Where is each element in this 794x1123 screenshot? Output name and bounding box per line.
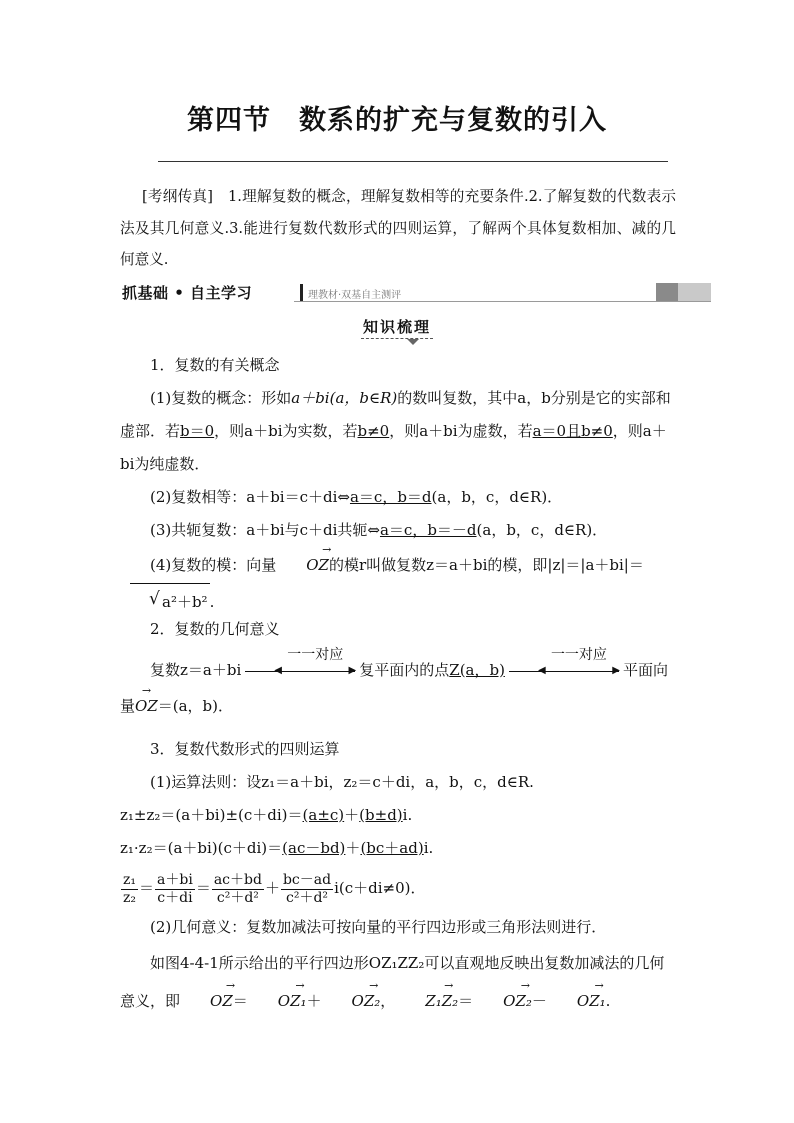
s1-concept [120, 382, 676, 481]
s1-heading: 1．复数的有关概念 [150, 356, 280, 374]
answer-blank: Z(a，b) [449, 661, 505, 679]
text: (a，b，c，d∈R)． [431, 488, 563, 506]
text: z₁·z₂＝(a＋bi)(c＋di)＝ [120, 839, 283, 857]
arrow-left-icon: ◀ [537, 665, 546, 676]
fraction [212, 872, 264, 907]
s3-geometric: (2)几何意义：复数加减法可按向量的平行四边形或三角形法则进行． [150, 918, 607, 936]
section-heading [0, 316, 794, 337]
arrow-label: 一一对应 [287, 647, 344, 663]
denominator: z₂ [123, 889, 136, 906]
text: ＝ [232, 992, 248, 1010]
fraction [281, 872, 333, 907]
s2-vector [120, 687, 676, 725]
vector: → OZ₁ [547, 982, 606, 1020]
syllabus-paragraph [120, 181, 676, 276]
answer-blank: (bc＋ad) [360, 839, 424, 857]
arrow-left-icon: ◀ [274, 665, 282, 676]
text: ，则a＋bi为实数，若 [214, 422, 358, 440]
page-title: 第四节 数系的扩充与复数的引入 [187, 105, 607, 136]
banner-rule [294, 301, 711, 302]
text: 平面向 [622, 661, 668, 679]
text: 的模r叫做复数z＝a＋bi的模，即|z|＝|a＋bi|＝ [328, 556, 644, 574]
text: ＋ [344, 806, 360, 824]
s2-heading: 2．复数的几何意义 [150, 620, 280, 638]
arrow-label: 一一对应 [550, 647, 607, 663]
section-3 [120, 733, 676, 1020]
vector: → OZ [180, 982, 233, 1020]
text: (4)复数的模：向量 [150, 556, 277, 574]
answer-blank: b≠0 [357, 422, 390, 440]
s3-mul [120, 832, 676, 865]
answer-blank: a＝0且b≠0 [532, 422, 613, 440]
vector-oz: → OZ [276, 547, 329, 583]
answer-blank: (ac－bd) [282, 839, 346, 857]
numerator: a＋bi [157, 871, 193, 888]
s3-figure-text [120, 944, 676, 1020]
section-1 [120, 349, 676, 620]
s2-mapping [120, 647, 676, 687]
fraction [121, 872, 138, 907]
numerator: z₁ [123, 871, 136, 888]
s3-rule: (1)运算法则：设z₁＝a＋bi，z₂＝c＋di，a，b，c，d∈R. [150, 773, 534, 791]
one-to-one-arrow [245, 647, 357, 679]
sqrt-expression: √ a²＋b² [130, 583, 210, 620]
banner-separator [300, 284, 303, 301]
text: 的数叫复数，其中a，b分别是它的实部和虚部．若 [120, 389, 671, 440]
text: ＝(a，b)． [157, 697, 233, 715]
text: i(c＋di≠0)． [334, 879, 426, 897]
text: ，则a＋bi为纯虚数． [120, 422, 667, 473]
s1-modulus [120, 547, 676, 620]
section-2 [120, 613, 676, 725]
text: (3)共轭复数：a＋bi与c＋di共轭⇔ [150, 521, 380, 539]
text: i. [402, 806, 413, 824]
banner-light-block [678, 283, 711, 301]
text: i. [423, 839, 434, 857]
answer-blank: a＝c，b＝d [349, 488, 432, 506]
text: z₁±z₂＝(a＋bi)±(c＋di)＝ [120, 806, 303, 824]
vector: → OZ₁ [248, 982, 307, 1020]
denominator: c²＋d² [286, 889, 329, 906]
section-heading-text: 知识梳理 [361, 318, 433, 339]
s3-div [120, 865, 676, 911]
numerator: ac＋bd [213, 871, 262, 888]
text: ＋ [264, 879, 280, 897]
text: ＋ [306, 992, 322, 1010]
s3-add [120, 799, 676, 832]
text: ＝ [458, 992, 474, 1010]
answer-blank: b＝0 [180, 422, 215, 440]
text: ，则a＋bi为虚数，若 [389, 422, 533, 440]
text: (1)复数的概念：形如 [150, 389, 292, 407]
vector: → OZ₂ [322, 982, 381, 1020]
vector: → Z₁Z₂ [395, 982, 458, 1020]
vector-oz: → OZ [135, 687, 158, 725]
arrow-right-icon: ▶ [612, 665, 620, 676]
answer-blank: a＝c，b＝－d [379, 521, 477, 539]
syllabus-text: 1.理解复数的概念，理解复数相等的充要条件.2.了解复数的代数表示法及其几何意义.3.能进行复数代数形式的四则运算，了解两个具体复数相加、减的几何意义. [120, 188, 676, 268]
arrow-right-icon: ▶ [348, 665, 357, 676]
banner-title: 抓基础 • 自主学习 [122, 284, 253, 302]
denominator: c²＋d² [216, 889, 259, 906]
answer-blank: (b±d) [359, 806, 403, 824]
s1-conjugate [120, 514, 676, 547]
text: (a，b，c，d∈R)． [476, 521, 608, 539]
numerator: bc－ad [282, 871, 332, 888]
text: ＝ [139, 879, 155, 897]
fraction [155, 872, 195, 907]
math: a＋bi(a，b∈R) [291, 389, 398, 407]
s3-heading: 3．复数代数形式的四则运算 [150, 740, 340, 758]
text: ， [380, 992, 396, 1010]
text: 量 [120, 697, 136, 715]
banner-subtitle: 理教材·双基自主测评 [308, 290, 402, 301]
title-divider [158, 161, 668, 162]
text: . [209, 593, 215, 611]
text: － [531, 992, 547, 1010]
syllabus-tag: [考纲传真] [142, 188, 213, 205]
text: ＋ [345, 839, 361, 857]
banner-dark-block [656, 283, 678, 301]
section-banner [122, 283, 711, 303]
vector: → OZ₂ [473, 982, 532, 1020]
denominator: c＋di [157, 889, 193, 906]
s1-equality [120, 481, 676, 514]
text: ＝ [195, 879, 211, 897]
text: 复平面内的点 [359, 661, 450, 679]
one-to-one-arrow [509, 647, 620, 679]
text: 如图4-4-1所示给出的平行四边形OZ₁ZZ₂可以直观地反映出复数加减法的几何意义，即 [120, 954, 665, 1010]
text: . [605, 992, 611, 1010]
text: 复数z＝a＋bi [150, 661, 242, 679]
down-triangle-icon [407, 339, 419, 345]
text: (2)复数相等：a＋bi＝c＋di⇔ [150, 488, 350, 506]
answer-blank: (a±c) [302, 806, 345, 824]
